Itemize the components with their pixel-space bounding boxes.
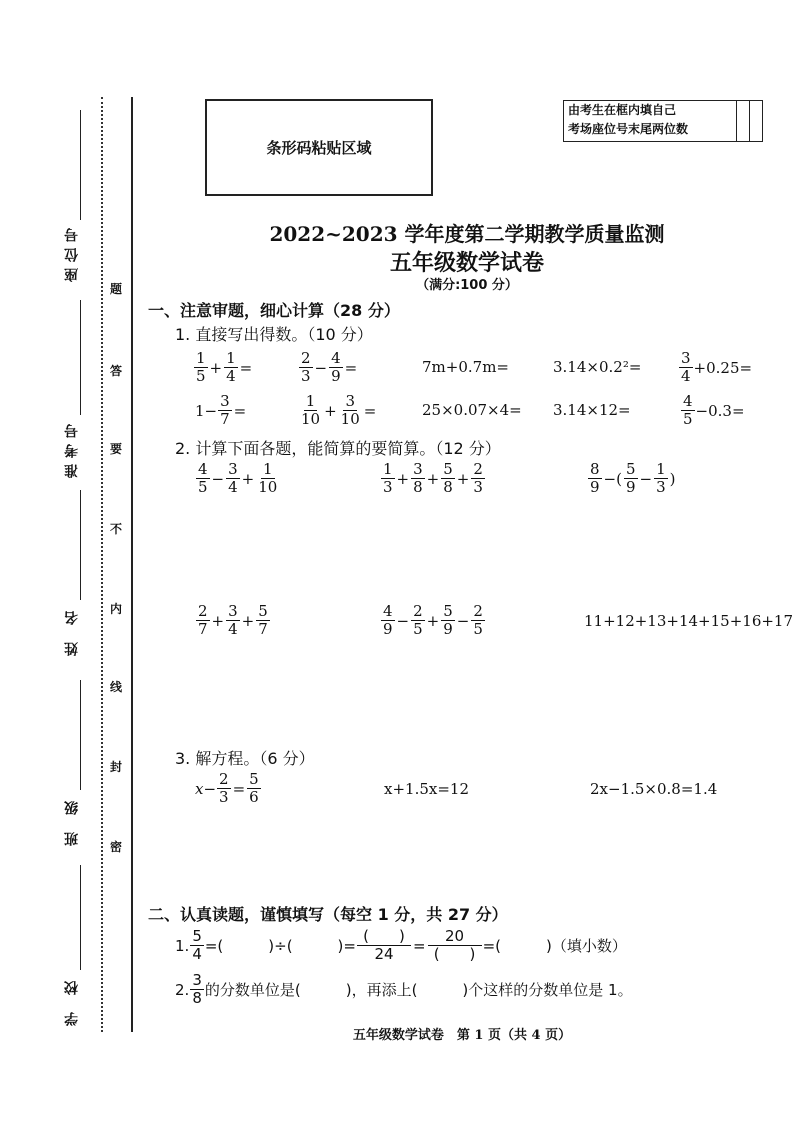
s2-q1-blank-den[interactable]: ( ) xyxy=(433,945,476,963)
q2-title: 2. 计算下面各题，能简算的要简算。（12 分） xyxy=(175,439,501,458)
seal-char: 答 xyxy=(110,364,123,378)
class-label: 班 级 xyxy=(64,795,80,846)
q1-title: 1. 直接写出得数。（10 分） xyxy=(175,325,373,344)
exam-number-field[interactable] xyxy=(80,300,81,415)
s2-q1-decimal-blank[interactable]: =( )（填小数） xyxy=(482,937,627,955)
q2-expr-3: $\frac{8}{9}$ −( $\frac{5}{9}$ − $\frac{1}{3}$ ) xyxy=(590,460,676,496)
seat-instruction: 由考生在框内填自己 考场座位号末尾两位数 xyxy=(564,101,737,141)
s2-q1-blank-num[interactable]: ( ) xyxy=(357,928,411,946)
school-label: 学 校 xyxy=(64,975,80,1026)
exam-subtitle: 五年级数学试卷 xyxy=(389,251,544,276)
q1-expr-10: $\frac{4}{5}$ −0.3= xyxy=(683,392,745,428)
exam-title: 2022~2023 学年度第二学期教学质量监测 xyxy=(269,222,665,246)
q3-expr-2: x+1.5x=12 xyxy=(384,780,469,798)
seat-number-label: 座位号 xyxy=(64,222,80,282)
seal-char: 要 xyxy=(110,442,123,456)
school-field[interactable] xyxy=(80,865,81,970)
q1-expr-1: $\frac{1}{5}$ + $\frac{1}{4}$ = xyxy=(196,349,253,385)
q3-expr-3: 2x−1.5×0.8=1.4 xyxy=(590,780,718,798)
q2-expr-1: $\frac{4}{5}$ − $\frac{3}{4}$ + $\frac{1}{10}$ xyxy=(198,460,278,496)
seal-char: 内 xyxy=(110,602,123,616)
q1-expr-3: 7m+0.7m= xyxy=(422,358,509,376)
class-field[interactable] xyxy=(80,680,81,790)
q1-expr-6: 1− $\frac{3}{7}$ = xyxy=(195,392,247,428)
q1-expr-7: $\frac{1}{10}$ + $\frac{3}{10}$ = xyxy=(301,392,377,428)
s2-q1: 1. $\frac{5}{4}$ =( )÷( )= $\frac{( )}{24}$ = $\frac{20}{( )}$ =( )（填小数） xyxy=(175,927,627,963)
section1-heading: 一、注意审题，细心计算（28 分） xyxy=(148,301,400,320)
barcode-area xyxy=(205,99,433,196)
q3-title: 3. 解方程。（6 分） xyxy=(175,749,315,768)
seal-char: 题 xyxy=(110,282,123,296)
seat-digits-box xyxy=(563,100,763,142)
q2-expr-5: $\frac{4}{9}$ − $\frac{2}{5}$ + $\frac{5}{9}$ − $\frac{2}{5}$ xyxy=(383,602,483,638)
seal-char: 封 xyxy=(110,760,123,774)
seat-number-field[interactable] xyxy=(80,110,81,220)
q1-expr-4: 3.14×0.2²= xyxy=(553,358,642,376)
name-label: 姓 名 xyxy=(64,605,80,656)
s2-q2: 2. $\frac{3}{8}$ 的分数单位是( )，再添上( )个这样的分数单位是 1。 xyxy=(175,971,633,1007)
s2-q1-blanks[interactable]: =( )÷( )= xyxy=(204,937,356,955)
s2-q2-blanks[interactable]: 的分数单位是( )，再添上( )个这样的分数单位是 1。 xyxy=(204,981,633,999)
seal-char: 线 xyxy=(110,680,123,694)
q1-expr-9: 3.14×12= xyxy=(553,401,631,419)
section2-heading: 二、认真读题，谨慎填写（每空 1 分，共 27 分） xyxy=(148,905,508,924)
seal-char: 不 xyxy=(110,522,123,536)
q2-expr-6: 11+12+13+14+15+16+17 xyxy=(584,612,794,630)
q1-expr-5: $\frac{3}{4}$ +0.25= xyxy=(681,349,753,385)
seat-digit-cell-1[interactable] xyxy=(737,101,749,141)
full-score: （满分:100 分） xyxy=(416,278,518,293)
name-field[interactable] xyxy=(80,490,81,600)
seal-char: 密 xyxy=(110,840,123,854)
exam-number-label: 准考号 xyxy=(64,418,80,478)
seat-digit-cell-2[interactable] xyxy=(749,101,762,141)
page-footer: 五年级数学试卷 第 1 页（共 4 页） xyxy=(352,1028,572,1043)
q1-expr-8: 25×0.07×4= xyxy=(422,401,522,419)
q3-expr-1: x− $\frac{2}{3}$ = $\frac{5}{6}$ xyxy=(195,770,259,806)
q1-expr-2: $\frac{2}{3}$ − $\frac{4}{9}$ = xyxy=(301,349,358,385)
q2-expr-2: $\frac{1}{3}$ + $\frac{3}{8}$ + $\frac{5}{8}$ + $\frac{2}{3}$ xyxy=(383,460,483,496)
barcode-label: 条形码粘贴区域 xyxy=(266,139,372,157)
q2-expr-4: $\frac{2}{7}$ + $\frac{3}{4}$ + $\frac{5}{7}$ xyxy=(198,602,268,638)
